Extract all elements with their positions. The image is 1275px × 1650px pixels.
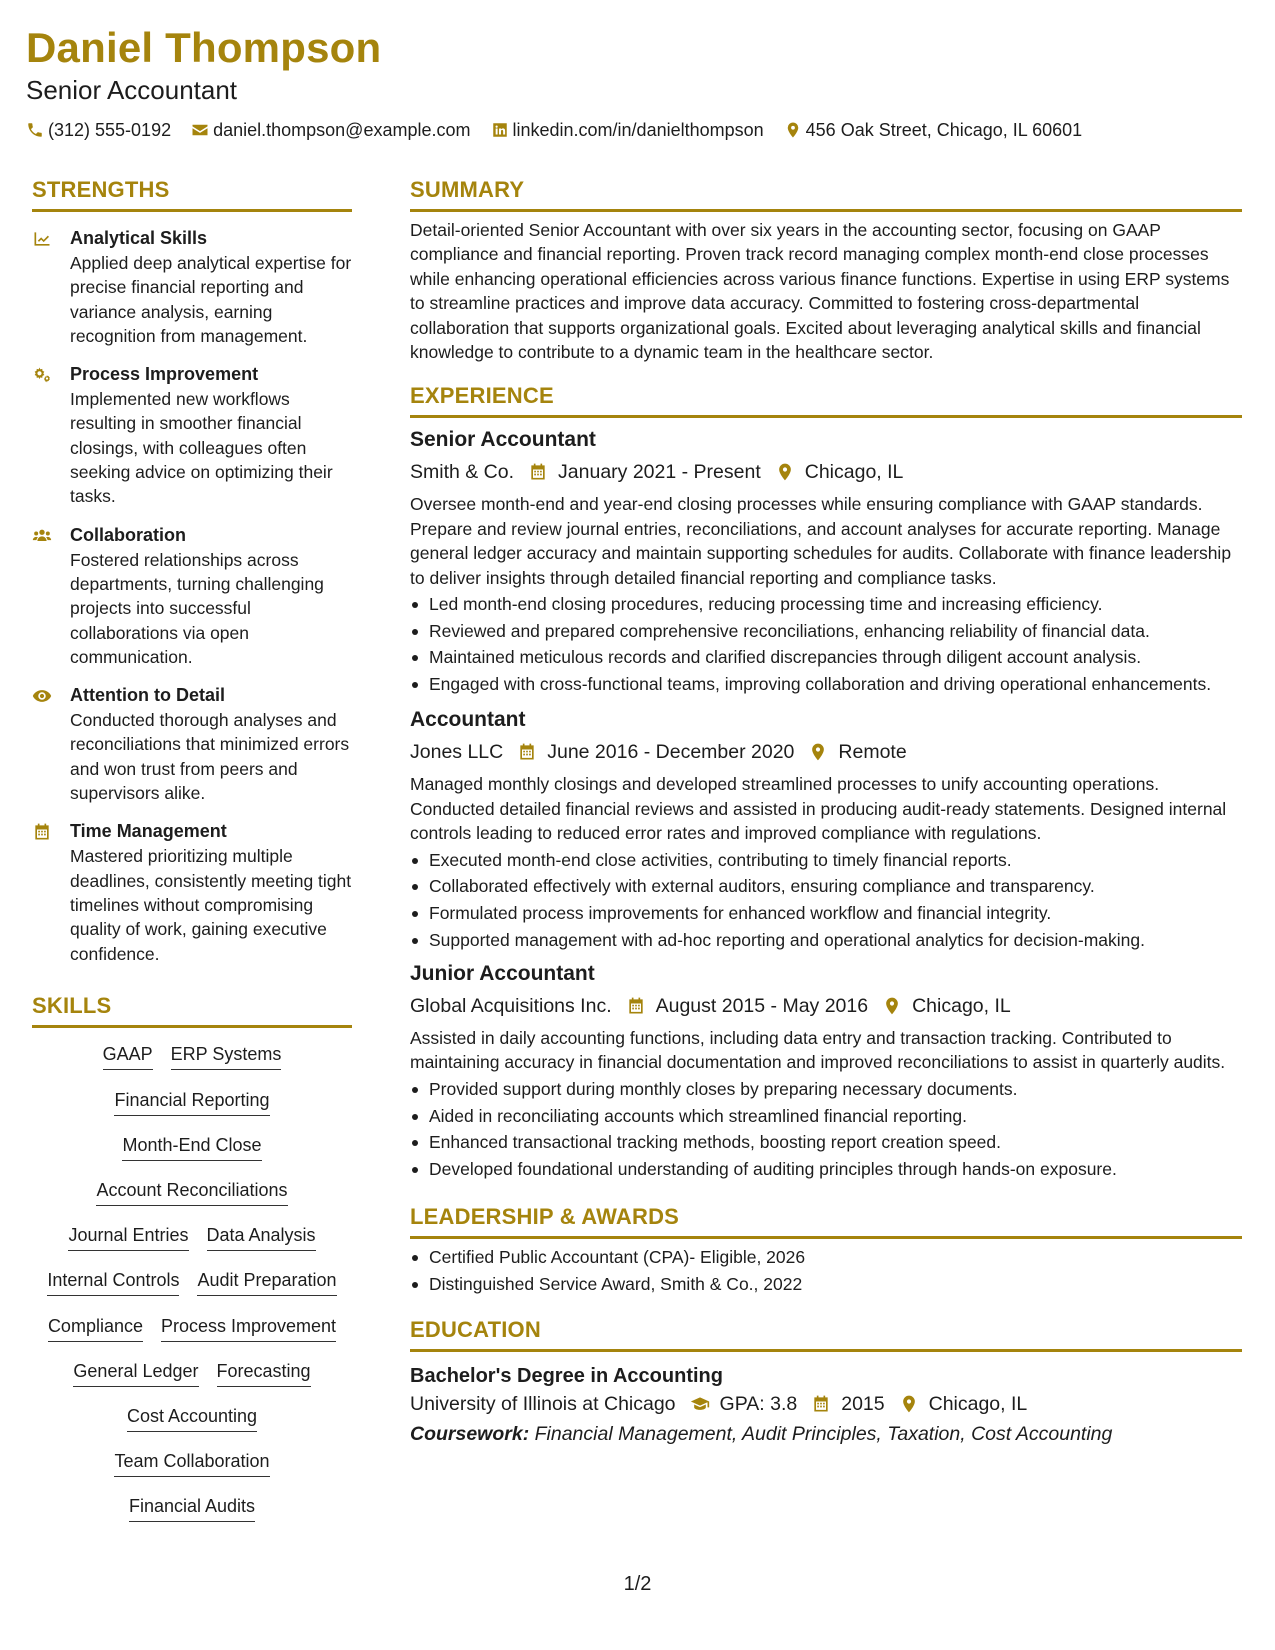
skill-tag: Data Analysis [207, 1223, 316, 1251]
contact-phone [26, 118, 171, 142]
job-bullet: Developed foundational understanding of auditing principles through hands-on exposure. [410, 1157, 1242, 1181]
skill-tag: Internal Controls [47, 1268, 179, 1296]
strengths-title: STRENGTHS [32, 176, 352, 212]
job-dates: August 2015 - May 2016 [655, 995, 869, 1018]
contact-address [784, 118, 1083, 142]
location-pin-icon [775, 462, 795, 482]
left-column [32, 176, 352, 1531]
candidate-role: Senior Accountant [26, 75, 238, 105]
job-title: Junior Accountant [410, 962, 595, 986]
calendar-icon [811, 1394, 831, 1414]
award-item: Distinguished Service Award, Smith & Co., 2022 [410, 1272, 1242, 1296]
skill-tag: GAAP [103, 1042, 153, 1070]
skill-tag: General Ledger [73, 1359, 198, 1387]
job-company: Smith & Co. [410, 461, 515, 484]
strength-title: Analytical Skills [70, 228, 208, 248]
strength-item [32, 683, 352, 805]
phone-icon [26, 121, 44, 139]
skill-tag: Cost Accounting [127, 1404, 257, 1432]
skills-section [32, 992, 352, 1531]
skill-tag: Audit Preparation [197, 1268, 336, 1296]
skill-tag: Financial Audits [129, 1494, 255, 1522]
job-title: Accountant [410, 708, 526, 732]
strength-text: Fostered relationships across departments, turning challenging projects into successful collaborations via open communication. [70, 549, 324, 667]
strength-text: Implemented new workflows resulting in smoother financial closings, with colleagues often seeking advice on optimizing their tasks. [70, 389, 333, 507]
phone-text: (312) 555-0192 [48, 120, 172, 140]
job-bullets [410, 848, 1242, 952]
strength-text: Conducted thorough analyses and reconciliations that minimized errors and won trust from peers and supervisors alike. [70, 710, 350, 804]
job-bullet: Executed month-end close activities, contributing to timely financial reports. [410, 848, 1242, 872]
skill-tag: Compliance [48, 1314, 143, 1342]
experience-section [410, 382, 1242, 1181]
job-dates: January 2021 - Present [558, 461, 761, 484]
job-title: Senior Accountant [410, 428, 596, 452]
location-pin-icon [784, 121, 802, 139]
job-description: Oversee month-end and year-end closing processes while ensuring compliance with GAAP standards. Prepare and review journal entries, reconciliations, and account analyses for accurate reporting. Manage general ledger accuracy and maintain supporting schedules for audits. Collaborate with finance leadership to deliver insights through detailed financial reporting and compliance tasks. [410, 494, 1232, 588]
users-icon [32, 526, 52, 546]
skill-tag: Forecasting [217, 1359, 311, 1387]
summary-text: Detail-oriented Senior Accountant with over six years in the accounting sector, focusing on GAAP compliance and financial reporting. Proven track record managing complex month-end close processes while enhancing operational efficiencies across various finance functions. Expertise in using ERP systems to streamline practices and improve data accuracy. Committed to fostering cross-departmental collaboration that supports organizational goals. Excited about leveraging analytical skills and financial knowledge to contribute to a dynamic team in the healthcare sector. [410, 220, 1230, 363]
job-bullet: Collaborated effectively with external auditors, ensuring compliance and transparency. [410, 874, 1242, 898]
calendar-icon [528, 462, 548, 482]
job-bullet: Maintained meticulous records and clarified discrepancies through diligent account analysis. [410, 645, 1242, 669]
skill-tag: Account Reconciliations [96, 1178, 287, 1206]
strength-title: Attention to Detail [70, 685, 225, 706]
strength-title: Collaboration [70, 524, 186, 545]
location-pin-icon [899, 1394, 919, 1414]
location-pin-icon [882, 996, 902, 1016]
calendar-icon [517, 742, 537, 762]
job-location: Chicago, IL [804, 461, 904, 484]
job-bullets [410, 1077, 1242, 1181]
job-bullet: Led month-end closing procedures, reducing processing time and increasing efficiency. [410, 592, 1242, 616]
calendar-icon [626, 996, 646, 1016]
awards-list [410, 1245, 1242, 1296]
skill-tag: Journal Entries [68, 1223, 188, 1251]
job-entry [410, 706, 1242, 952]
skill-tag: Process Improvement [161, 1314, 336, 1342]
job-bullet: Engaged with cross-functional teams, improving collaboration and driving operational enhancements. [410, 672, 1242, 696]
awards-section [410, 1203, 1242, 1296]
coursework-text: Financial Management, Audit Principles, Taxation, Cost Accounting [534, 1423, 1113, 1446]
strength-item [32, 523, 352, 669]
chart-line-icon [32, 229, 52, 249]
strength-item [32, 226, 352, 348]
strength-text: Mastered prioritizing multiple deadlines, consistently meeting tight timelines without compromising quality of work, gaining executive confidence. [70, 846, 352, 964]
strength-item [32, 819, 352, 965]
job-entry [410, 960, 1242, 1181]
gpa: GPA: 3.8 [719, 1393, 798, 1416]
location-pin-icon [808, 742, 828, 762]
job-bullet: Reviewed and prepared comprehensive reconciliations, enhancing reliability of financial data. [410, 619, 1242, 643]
job-bullet: Provided support during monthly closes by preparing necessary documents. [410, 1077, 1242, 1101]
job-location: Remote [838, 741, 907, 764]
summary-title: SUMMARY [410, 176, 1242, 212]
coursework [410, 1420, 1242, 1448]
job-meta [410, 992, 1242, 1020]
job-bullet: Aided in reconciliating accounts which streamlined financial reporting. [410, 1104, 1242, 1128]
experience-title: EXPERIENCE [410, 382, 1242, 418]
job-description: Managed monthly closings and developed streamlined processes to unify accounting operations. Conducted detailed financial reviews and assisted in producing audit-ready statements. Designed internal controls leading to reduced error rates and improved compliance with regulations. [410, 774, 1227, 844]
job-meta [410, 458, 1242, 486]
awards-title: LEADERSHIP & AWARDS [410, 1203, 1242, 1239]
coursework-label: Coursework: [410, 1423, 530, 1446]
resume-header [26, 22, 1246, 142]
address-text: 456 Oak Street, Chicago, IL 60601 [805, 120, 1083, 140]
education-meta [410, 1390, 1242, 1418]
job-bullet: Supported management with ad-hoc reporting and operational analytics for decision-making. [410, 928, 1242, 952]
job-bullet: Enhanced transactional tracking methods, boosting report creation speed. [410, 1130, 1242, 1154]
linkedin-icon [491, 121, 509, 139]
school-name: University of Illinois at Chicago [410, 1393, 676, 1416]
skill-tag: Financial Reporting [114, 1088, 269, 1116]
strength-item [32, 362, 352, 508]
award-item: Certified Public Accountant (CPA)- Eligible, 2026 [410, 1245, 1242, 1269]
email-text[interactable]: daniel.thompson@example.com [213, 120, 471, 140]
right-column [410, 176, 1242, 1448]
job-entry [410, 426, 1242, 696]
graduation-year: 2015 [841, 1393, 885, 1416]
job-bullets [410, 592, 1242, 696]
graduation-cap-icon [690, 1394, 710, 1414]
summary-section [410, 176, 1242, 364]
linkedin-text[interactable]: linkedin.com/in/danielthompson [512, 120, 764, 140]
skill-tag: Team Collaboration [114, 1449, 269, 1477]
contact-email[interactable] [191, 118, 470, 142]
job-company: Jones LLC [410, 741, 504, 764]
page-number: 1/2 [623, 1573, 652, 1595]
job-location: Chicago, IL [912, 995, 1011, 1018]
skill-tag: Month-End Close [122, 1133, 261, 1161]
gears-icon [32, 365, 52, 385]
strengths-section [32, 176, 352, 966]
strength-title: Time Management [70, 821, 227, 842]
candidate-name: Daniel Thompson [26, 24, 382, 71]
contact-linkedin[interactable] [491, 118, 764, 142]
calendar-icon [32, 822, 52, 842]
skills-list [32, 1028, 352, 1531]
job-dates: June 2016 - December 2020 [547, 741, 795, 764]
contact-bar [26, 118, 1246, 142]
strength-title: Process Improvement [70, 364, 259, 385]
job-bullet: Formulated process improvements for enhanced workflow and financial integrity. [410, 901, 1242, 925]
skill-tag: ERP Systems [171, 1042, 282, 1070]
strength-text: Applied deep analytical expertise for precise financial reporting and variance analysis, earning recognition from management. [70, 253, 352, 346]
job-meta [410, 738, 1242, 766]
skills-title: SKILLS [32, 992, 352, 1028]
job-company: Global Acquisitions Inc. [410, 995, 612, 1018]
envelope-icon [191, 121, 209, 139]
degree-title: Bachelor's Degree in Accounting [410, 1365, 723, 1388]
eye-icon [32, 686, 52, 706]
education-title: EDUCATION [410, 1316, 1242, 1352]
school-location: Chicago, IL [928, 1393, 1028, 1416]
job-description: Assisted in daily accounting functions, including data entry and transaction tracking. Contributed to maintaining accuracy in financial documentation and improved reconciliations to assist in quarterly audits. [410, 1028, 1226, 1073]
education-section [410, 1316, 1242, 1448]
